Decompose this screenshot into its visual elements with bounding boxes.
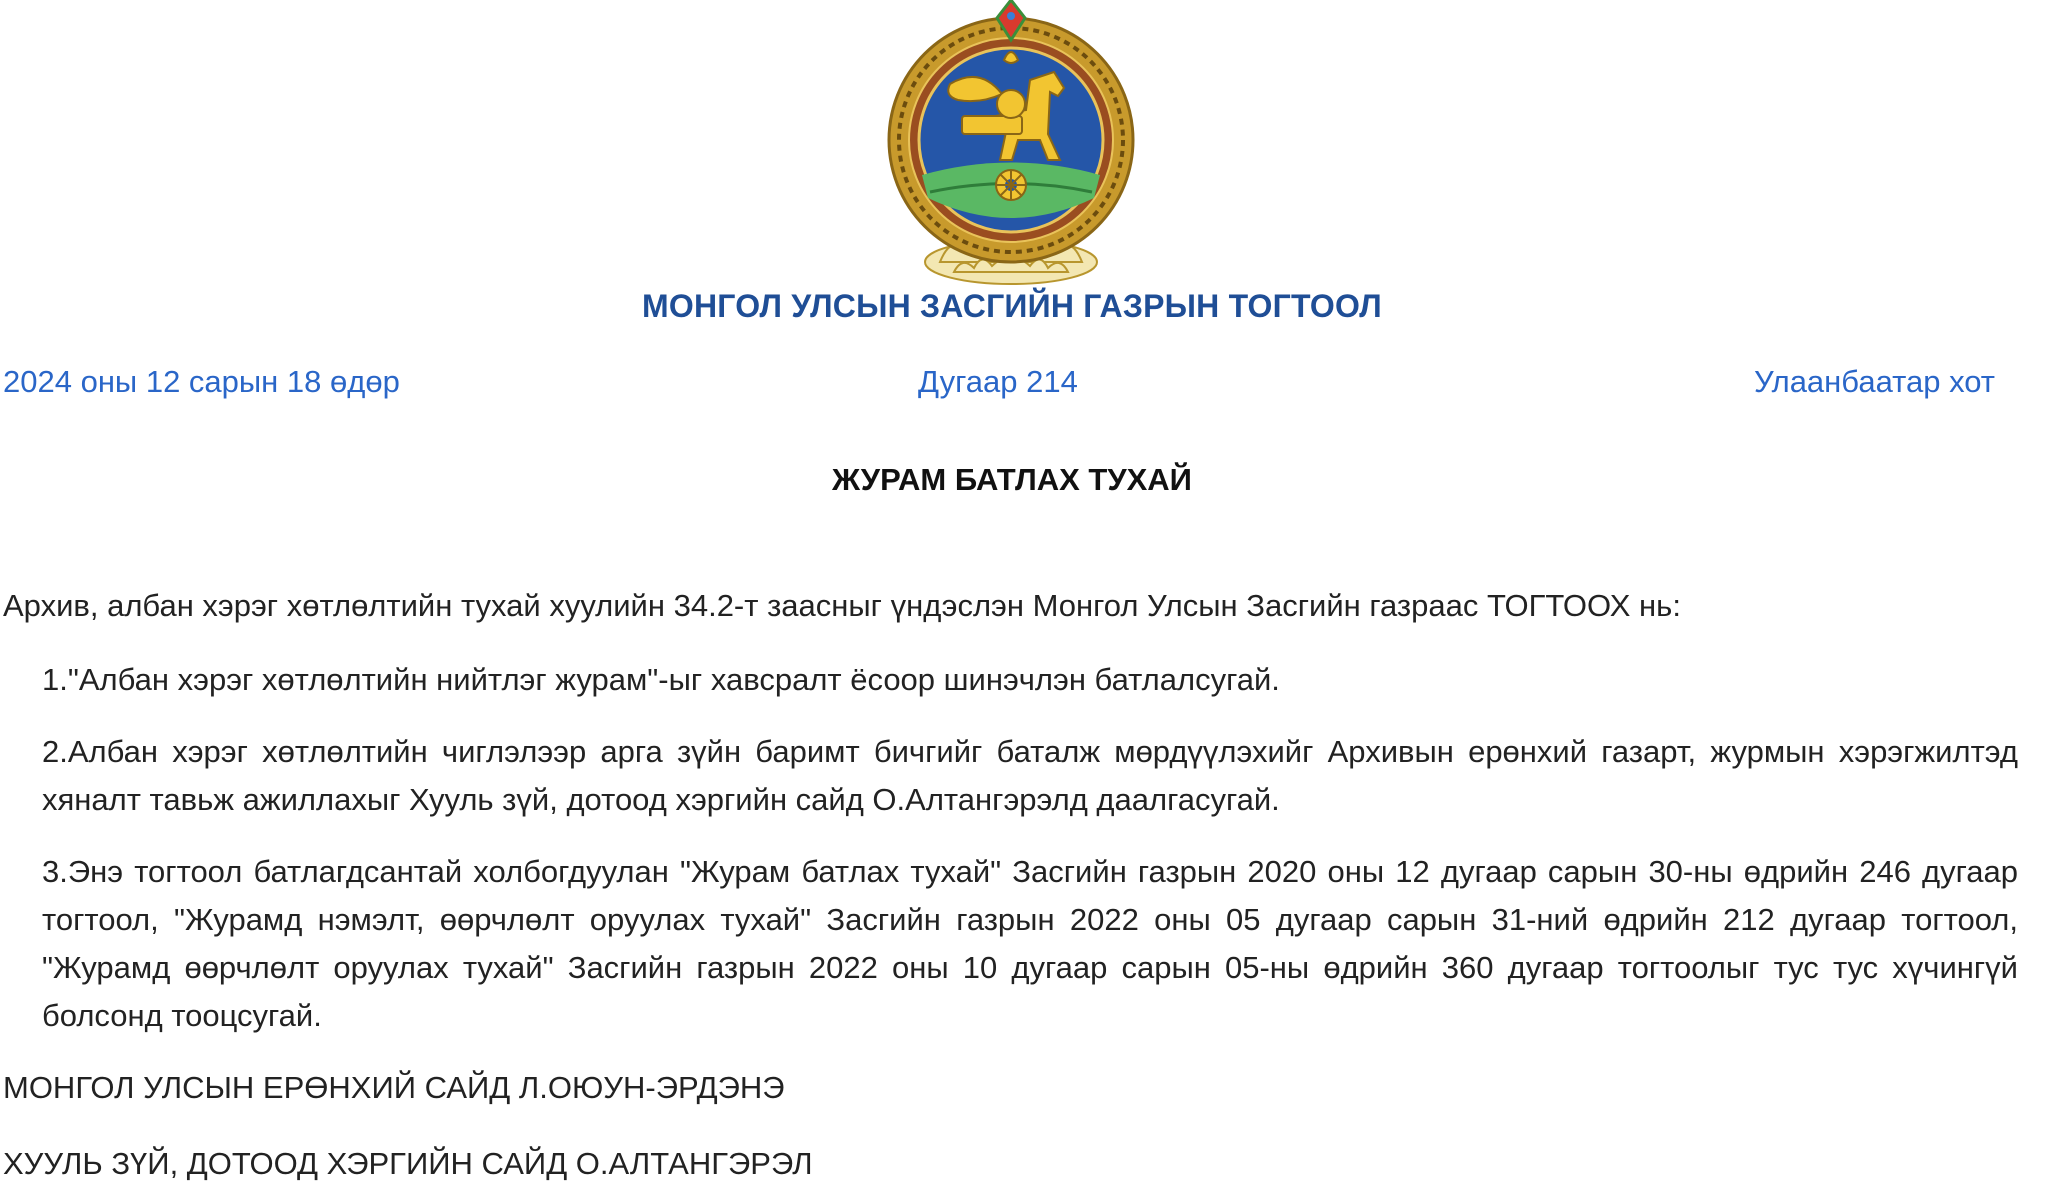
clause-2: 2.Албан хэрэг хөтлөлтийн чиглэлээр арга зүйн баримт бичгийг баталж мөрдүүлэхийг Архивын ерөнхий газарт, журмын хэрэгжилтэд хяналт тавьж ажиллахыг Хууль зүй, дотоод хэргийн сайд О.Алтангэрэлд даалгасугай.	[42, 734, 2018, 817]
signature-justice-minister: ХУУЛЬ ЗҮЙ, ДОТООД ХЭРГИЙН САЙД О.АЛТАНГЭРЭЛ	[3, 1146, 813, 1181]
document-place: Улаанбаатар хот	[1753, 364, 1995, 399]
document-title: МОНГОЛ УЛСЫН ЗАСГИЙН ГАЗРЫН ТОГТООЛ	[642, 288, 1382, 324]
document-meta-row	[0, 364, 2048, 404]
document-subject: ЖУРАМ БАТЛАХ ТУХАЙ	[832, 462, 1192, 497]
document-preamble: Архив, албан хэрэг хөтлөлтийн тухай хуулийн 34.2-т заасныг үндэслэн Монгол Улсын Засгийн газраас ТОГТООХ нь:	[3, 588, 1681, 623]
clause-1: 1."Албан хэрэг хөтлөлтийн нийтлэг журам"-ыг хавсралт ёсоор шинэчлэн батлалсугай.	[42, 662, 1280, 697]
document-number: Дугаар 214	[918, 364, 1078, 399]
signature-prime-minister: МОНГОЛ УЛСЫН ЕРӨНХИЙ САЙД Л.ОЮУН-ЭРДЭНЭ	[3, 1070, 785, 1105]
state-emblem-icon	[880, 0, 1142, 290]
document-date: 2024 оны 12 сарын 18 өдөр	[3, 364, 400, 399]
clause-3: 3.Энэ тогтоол батлагдсантай холбогдуулан "Журам батлах тухай" Засгийн газрын 2020 оны 12 дугаар сарын 30-ны өдрийн 246 дугаар тогтоол, "Журамд нэмэлт, өөрчлөлт оруулах тухай" Засгийн газрын 2022 оны 05 дугаар сарын 31-ний өдрийн 212 дугаар тогтоол, "Журамд өөрчлөлт оруулах тухай" Засгийн газрын 2022 оны 10 дугаар сарын 05-ны өдрийн 360 дугаар тогтоолыг тус тус хүчингүй болсонд тооцсугай.	[42, 854, 2018, 1033]
